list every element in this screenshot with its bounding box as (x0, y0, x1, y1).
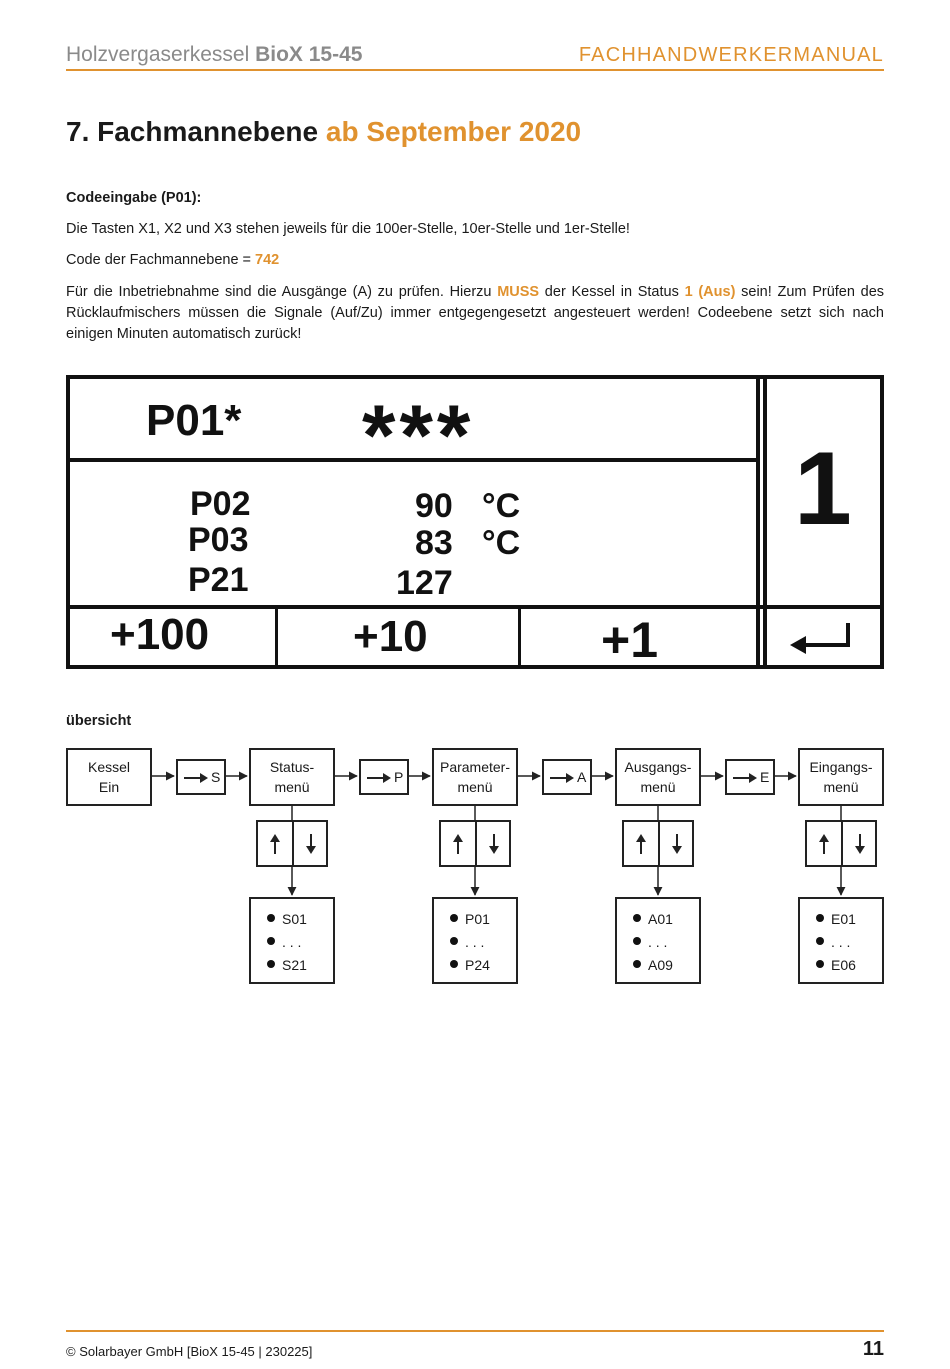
bullet-icon (633, 960, 641, 968)
button-plus-100[interactable]: +100 (110, 610, 210, 659)
arrow-down-icon (304, 834, 318, 854)
menu-line1: Parameter- (439, 759, 511, 775)
list-item-label: . . . (831, 934, 851, 950)
instr-part-c: sein! Zum Prüfen des Rücklaufmischers müssen die Signale (Auf/Zu) immer entgegengesetzt angesteuert werden! Codeebene setzt sich nach einigen Minuten automatisch zurück! (66, 284, 885, 342)
button-plus-10[interactable]: +10 (353, 612, 428, 661)
header-model: BioX 15-45 (255, 43, 363, 66)
arrow-down-icon (487, 834, 501, 854)
footer-rule (66, 1330, 884, 1332)
display-value: 90 (415, 487, 453, 525)
page-number: 11 (862, 1338, 884, 1360)
arrow-up-icon (451, 834, 465, 854)
bullet-icon (450, 914, 458, 922)
display-unit: °C (482, 487, 521, 525)
list-item (633, 909, 673, 929)
bullet-icon (450, 960, 458, 968)
status-list-box (249, 897, 335, 984)
instr-part-b: der Kessel in Status (539, 284, 685, 300)
footer-copyright: © Solarbayer GmbH [BioX 15-45 | 230225] (66, 1344, 313, 1359)
display-value: 127 (396, 564, 453, 602)
list-item (816, 932, 850, 952)
bullet-icon (267, 960, 275, 968)
key-p-label: P (394, 769, 404, 785)
code-value: 742 (255, 252, 280, 268)
menu-line2: menü (640, 779, 676, 795)
status-menu-box (249, 748, 335, 806)
display-current-param: P01* (146, 396, 242, 445)
display-param: P21 (188, 561, 249, 599)
list-item (633, 932, 667, 952)
list-item-label: S01 (282, 911, 307, 927)
instr-status: 1 (Aus) (684, 284, 736, 300)
bullet-icon (450, 937, 458, 945)
key-a-label: A (577, 769, 587, 785)
list-item-label: . . . (648, 934, 668, 950)
display-status-number: 1 (794, 431, 852, 547)
updown-divider (841, 822, 843, 865)
arrow-right-icon (733, 772, 757, 784)
list-item-label: A01 (648, 911, 673, 927)
arrow-up-icon (817, 834, 831, 854)
list-item-label: A09 (648, 957, 673, 973)
list-item-label: . . . (465, 934, 485, 950)
bullet-icon (633, 937, 641, 945)
menu-line1: Eingangs- (809, 759, 873, 775)
menu-line1: Ausgangs- (624, 759, 692, 775)
list-item-label: P01 (465, 911, 490, 927)
output-list-box (615, 897, 701, 984)
output-updown-box (622, 820, 694, 867)
status-updown-box (256, 820, 328, 867)
arrow-right-icon (550, 772, 574, 784)
arrow-right-icon (184, 772, 208, 784)
key-a-box (542, 759, 592, 795)
list-item-label: E01 (831, 911, 856, 927)
arrow-right-icon (367, 772, 391, 784)
arrow-up-icon (268, 834, 282, 854)
bullet-icon (816, 960, 824, 968)
instr-must: MUSS (497, 284, 540, 300)
display-value: 83 (415, 524, 453, 562)
bullet-icon (816, 914, 824, 922)
list-item (267, 932, 301, 952)
boiler-on-box (66, 748, 152, 806)
overview-title: übersicht (66, 713, 132, 729)
arrow-up-icon (634, 834, 648, 854)
arrow-down-icon (670, 834, 684, 854)
header-manual-type: FACHHANDWERKERMANUAL (578, 44, 884, 66)
instr-part-a: Für die Inbetriebnahme sind die Ausgänge (A) zu prüfen. Hierzu (66, 284, 498, 300)
list-item-label: E06 (831, 957, 856, 973)
bullet-icon (633, 914, 641, 922)
list-item (450, 909, 490, 929)
list-item (267, 955, 307, 975)
parameter-list-box (432, 897, 518, 984)
bullet-icon (267, 937, 275, 945)
parameter-updown-box (439, 820, 511, 867)
paragraph-keys: Die Tasten X1, X2 und X3 stehen jeweils für die 100er-Stelle, 10er-Stelle und 1er-Stelle! (66, 221, 630, 237)
bullet-icon (816, 937, 824, 945)
list-item (816, 955, 856, 975)
menu-line2: menü (457, 779, 493, 795)
boiler-on-line2: Ein (98, 779, 120, 795)
title-highlight: ab September 2020 (325, 116, 582, 147)
updown-divider (292, 822, 294, 865)
list-item-label: . . . (282, 934, 302, 950)
input-menu-box (798, 748, 884, 806)
key-e-label: E (760, 769, 770, 785)
menu-line2: menü (823, 779, 859, 795)
input-list-box (798, 897, 884, 984)
menu-line2: menü (274, 779, 310, 795)
display-param: P03 (188, 521, 249, 559)
list-item (450, 932, 484, 952)
bullet-icon (267, 914, 275, 922)
display-code-mask: *** (362, 388, 475, 484)
key-p-box (359, 759, 409, 795)
key-s-box (176, 759, 226, 795)
display-param: P02 (190, 485, 251, 523)
title-main: 7. Fachmannebene (66, 116, 326, 147)
list-item-label: P24 (465, 957, 490, 973)
list-item (450, 955, 490, 975)
list-item (267, 909, 307, 929)
boiler-on-line1: Kessel (87, 759, 131, 775)
list-item-label: S21 (282, 957, 307, 973)
updown-divider (658, 822, 660, 865)
display-unit: °C (482, 524, 521, 562)
code-label: Code der Fachmannebene = (66, 252, 256, 268)
header-product: Holzvergaserkessel (66, 43, 256, 66)
menu-line1: Status- (269, 759, 315, 775)
button-plus-1[interactable]: +1 (601, 612, 659, 668)
arrow-down-icon (853, 834, 867, 854)
output-menu-box (615, 748, 701, 806)
key-s-label: S (211, 769, 221, 785)
updown-divider (475, 822, 477, 865)
parameter-menu-box (432, 748, 518, 806)
list-item (816, 909, 856, 929)
input-updown-box (805, 820, 877, 867)
list-item (633, 955, 673, 975)
subheading-code-entry: Codeeingabe (P01): (66, 190, 202, 206)
key-e-box (725, 759, 775, 795)
